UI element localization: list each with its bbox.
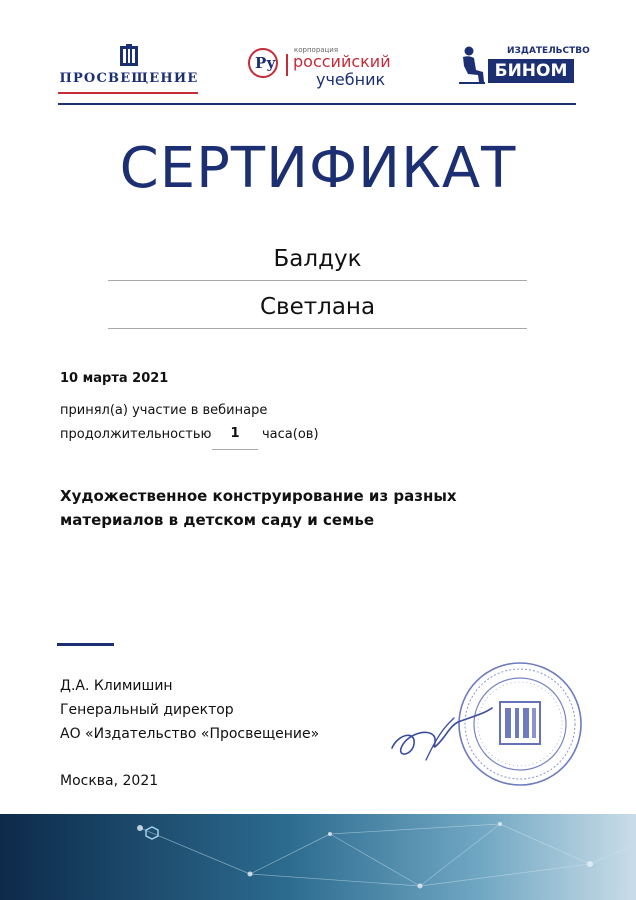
ru-brand-line1: российский [293, 52, 391, 71]
ru-glyph: Ру [255, 54, 276, 72]
binom-logo [457, 46, 590, 86]
ru-divider [286, 54, 288, 76]
participation-text: принял(а) участие в вебинаре [60, 403, 268, 418]
signatory-position: Генеральный директор [60, 702, 234, 718]
decorative-dash [57, 643, 114, 646]
last-name-underline [108, 280, 527, 281]
certificate-title: СЕРТИФИКАТ [119, 136, 517, 201]
duration-value: 1 [230, 426, 240, 441]
prosveshchenie-logo-text: ПРОСВЕЩЕНИЕ [59, 71, 199, 86]
event-date: 10 марта 2021 [60, 371, 169, 386]
ru-corporation-label: корпорация [294, 46, 339, 54]
handwritten-signature-icon [388, 700, 498, 770]
prosveshchenie-logo [58, 44, 200, 104]
binom-seated-figure-icon [457, 46, 487, 84]
footer-network-banner [0, 814, 636, 900]
last-name: Балдук [273, 246, 362, 272]
rossiyskiy-uchebnik-logo [246, 40, 421, 90]
prosveshchenie-book-icon [120, 44, 138, 68]
ru-brand-line2: учебник [316, 70, 386, 89]
webinar-topic: Художественное конструирование из разных материалов в детском саду и семье [60, 487, 457, 529]
signatory-organization: АО «Издательство «Просвещение» [60, 726, 320, 742]
duration-label: продолжительностью [60, 427, 212, 442]
duration-underline [212, 449, 258, 450]
binom-publisher-label: ИЗДАТЕЛЬСТВО [507, 46, 590, 56]
signatory-name: Д.А. Климишин [60, 678, 173, 694]
first-name-underline [108, 328, 527, 329]
duration-unit: часа(ов) [262, 427, 319, 442]
header-divider [58, 103, 576, 105]
first-name: Светлана [259, 294, 376, 320]
prosveshchenie-logo-underline [58, 92, 198, 94]
city-year: Москва, 2021 [60, 773, 159, 789]
binom-brand-box: БИНОМ [488, 59, 574, 83]
